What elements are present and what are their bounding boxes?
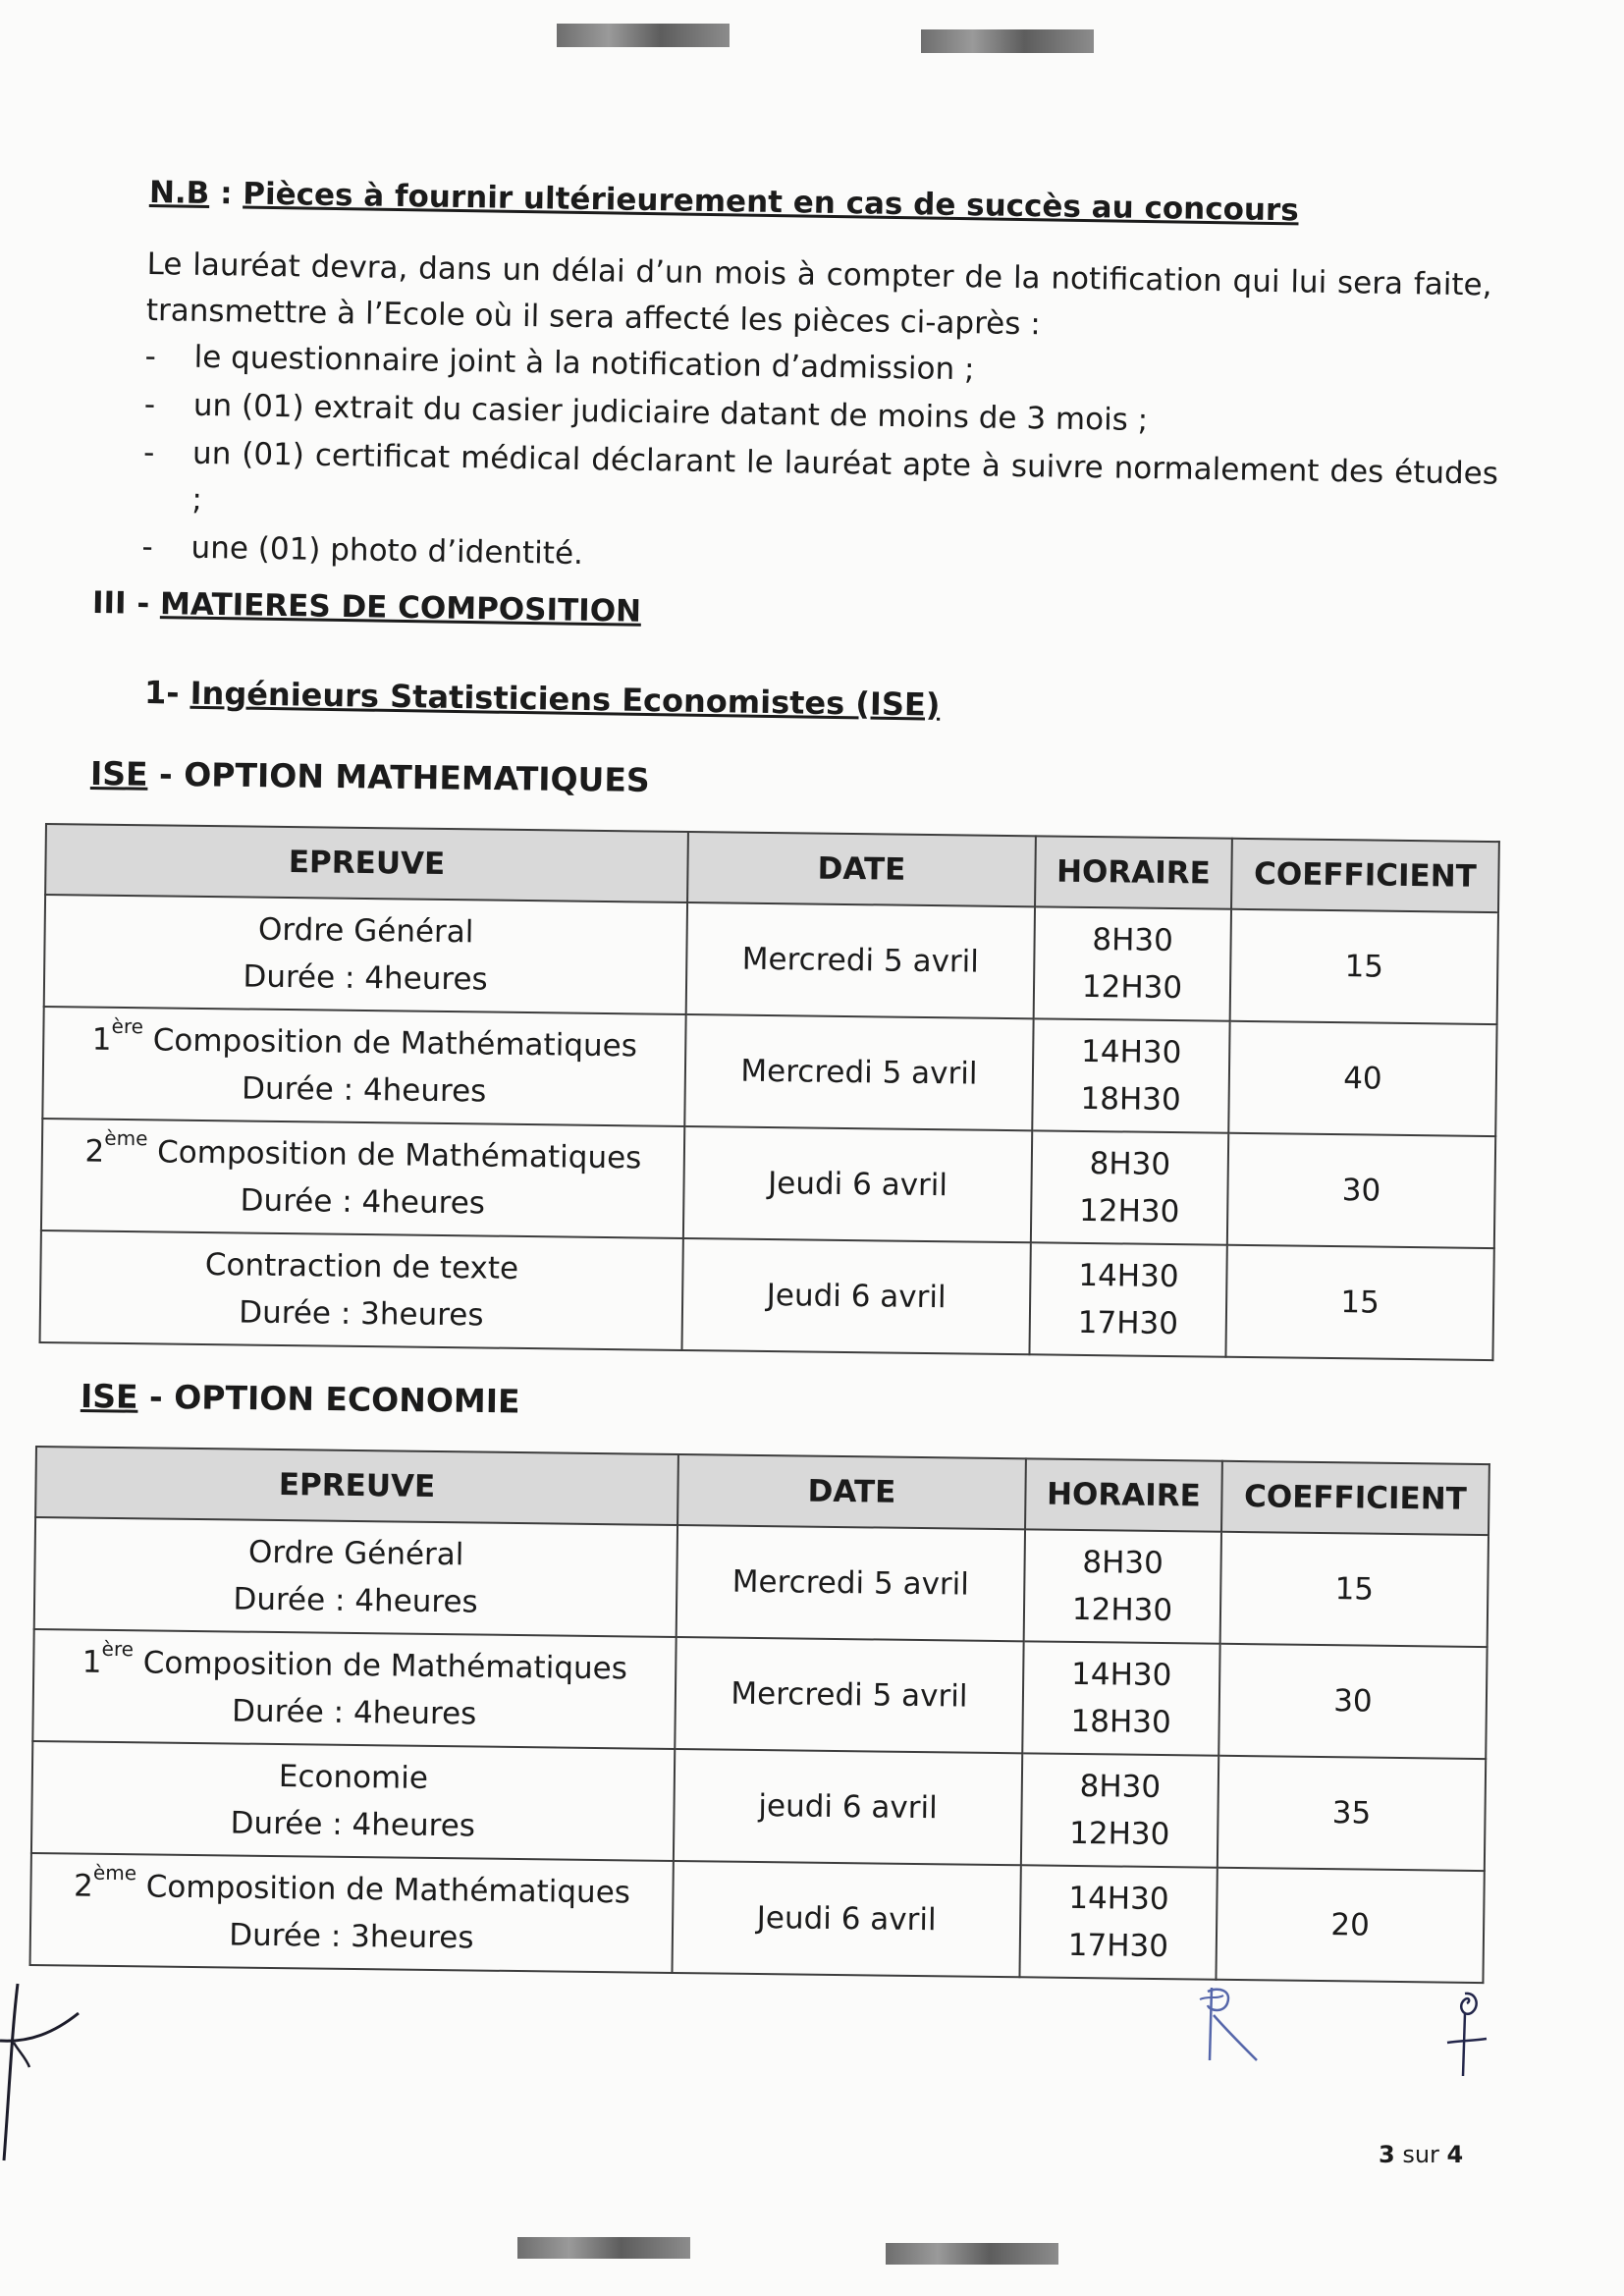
col-header-epreuve: EPREUVE xyxy=(45,824,688,902)
col-header-date: DATE xyxy=(677,1454,1026,1529)
nb-heading xyxy=(149,175,1299,228)
cell-coefficient: 30 xyxy=(1218,1644,1487,1759)
cell-date: Mercredi 5 avril xyxy=(675,1637,1023,1753)
scan-marker-bottom-left xyxy=(517,2237,690,2259)
col-header-coefficient: COEFFICIENT xyxy=(1231,839,1499,912)
list-item-text: une (01) photo d’identité. xyxy=(190,529,584,573)
subsection-title: Ingénieurs Statisticiens Economistes (ISE) xyxy=(189,674,941,724)
cell-date: Mercredi 5 avril xyxy=(686,902,1035,1018)
time-start: 8H30 xyxy=(1092,922,1174,959)
nb-label: N.B xyxy=(148,175,210,211)
scan-marker-top-left xyxy=(557,24,730,47)
signature-initials-right xyxy=(1435,1988,1494,2086)
epreuve-duration: Durée : 4heures xyxy=(243,958,488,998)
cell-horaire xyxy=(1022,1641,1219,1755)
scan-marker-bottom-right xyxy=(886,2243,1058,2265)
section-title: MATIERES DE COMPOSITION xyxy=(159,586,642,629)
subsection-heading xyxy=(144,674,941,724)
epreuve-name: 1ère Composition de Mathématiques xyxy=(91,1013,638,1065)
cell-coefficient: 40 xyxy=(1228,1021,1496,1136)
time-start: 14H30 xyxy=(1080,1033,1182,1071)
cell-horaire xyxy=(1019,1865,1217,1979)
signature-initials-middle xyxy=(1188,1982,1276,2080)
cell-horaire xyxy=(1032,1018,1229,1132)
epreuve-name: Contraction de texte xyxy=(204,1247,519,1286)
time-start: 14H30 xyxy=(1070,1656,1172,1694)
time-end: 12H30 xyxy=(1078,1192,1180,1230)
cell-coefficient: 15 xyxy=(1225,1245,1493,1360)
time-end: 17H30 xyxy=(1067,1927,1169,1965)
nb-paragraph: Le lauréat devra, dans un délai d’un mois à compter de la notification qui lui sera faite, transmettre à l’Ecole où il sera affecté les pièces ci-après : xyxy=(145,246,1492,343)
time-start: 8H30 xyxy=(1082,1545,1164,1582)
time-start: 14H30 xyxy=(1068,1880,1169,1918)
time-end: 18H30 xyxy=(1070,1703,1171,1741)
cell-horaire xyxy=(1031,1130,1228,1244)
cell-horaire xyxy=(1021,1753,1218,1867)
cell-epreuve xyxy=(31,1741,675,1861)
page-total: 4 xyxy=(1446,2141,1464,2168)
option-math-heading xyxy=(90,754,650,799)
eco-exam-table xyxy=(29,1446,1490,1984)
cell-coefficient: 20 xyxy=(1216,1868,1484,1983)
table-row xyxy=(34,1517,1489,1647)
cell-coefficient: 15 xyxy=(1230,909,1498,1024)
table-row xyxy=(44,895,1498,1024)
epreuve-duration: Durée : 4heures xyxy=(230,1805,476,1844)
time-end: 12H30 xyxy=(1068,1815,1170,1853)
scan-marker-top-right xyxy=(921,29,1094,53)
epreuve-duration: Durée : 4heures xyxy=(240,1182,486,1222)
cell-coefficient: 15 xyxy=(1220,1532,1489,1647)
cell-epreuve xyxy=(30,1853,674,1973)
section-number: III - xyxy=(91,585,161,623)
list-item-text: le questionnaire joint à la notification d’admission ; xyxy=(193,339,975,388)
list-item-text: un (01) extrait du casier judiciaire datant de moins de 3 mois ; xyxy=(192,387,1149,439)
cell-horaire xyxy=(1029,1242,1226,1356)
cell-coefficient: 30 xyxy=(1227,1133,1495,1248)
page-current: 3 xyxy=(1379,2141,1395,2168)
col-header-coefficient: COEFFICIENT xyxy=(1221,1461,1489,1535)
table-row xyxy=(31,1741,1486,1871)
epreuve-duration: Durée : 4heures xyxy=(233,1581,478,1620)
epreuve-duration: Durée : 3heures xyxy=(239,1294,484,1334)
list-item-text: un (01) certificat médical déclarant le lauréat apte à suivre normalement des études ; xyxy=(191,435,1499,518)
epreuve-name: 1ère Composition de Mathématiques xyxy=(81,1636,628,1687)
subsection-number: 1- xyxy=(143,674,190,712)
cell-date: Jeudi 6 avril xyxy=(672,1861,1020,1977)
cell-epreuve xyxy=(40,1230,683,1350)
list-item: - un (01) certificat médical déclarant le lauréat apte à suivre normalement des études ; xyxy=(142,430,1498,544)
page-separator: sur xyxy=(1394,2141,1447,2168)
table-row xyxy=(30,1853,1485,1983)
section-heading xyxy=(92,585,642,629)
math-exam-table xyxy=(39,823,1500,1361)
epreuve-duration: Durée : 4heures xyxy=(231,1693,477,1732)
time-end: 17H30 xyxy=(1077,1304,1179,1342)
list-item: - un (01) extrait du casier judiciaire datant de moins de 3 mois ; xyxy=(143,386,1149,439)
cell-horaire xyxy=(1024,1529,1221,1643)
nb-title: Pièces à fournir ultérieurement en cas de succès au concours xyxy=(243,176,1299,229)
epreuve-name: Ordre Général xyxy=(257,911,474,951)
cell-epreuve xyxy=(41,1119,684,1238)
cell-coefficient: 35 xyxy=(1218,1756,1486,1871)
list-item: - le questionnaire joint à la notification d’admission ; xyxy=(144,338,975,388)
option-title: - OPTION ECONOMIE xyxy=(137,1377,520,1421)
cell-date: Jeudi 6 avril xyxy=(683,1126,1032,1242)
cell-epreuve xyxy=(32,1629,676,1749)
ordinal-suffix: ère xyxy=(101,1636,135,1662)
cell-horaire xyxy=(1034,906,1231,1020)
option-eco-heading xyxy=(81,1377,520,1420)
epreuve-duration: Durée : 3heures xyxy=(229,1917,474,1956)
cell-date: Jeudi 6 avril xyxy=(681,1238,1030,1354)
table-row xyxy=(42,1007,1496,1136)
page-number xyxy=(1379,2141,1463,2168)
ordinal-suffix: ère xyxy=(111,1013,144,1039)
option-abbr: ISE xyxy=(89,754,148,793)
cell-epreuve xyxy=(34,1517,677,1637)
epreuve-name: 2ème Composition de Mathématiques xyxy=(84,1125,642,1176)
time-start: 14H30 xyxy=(1078,1257,1179,1295)
epreuve-name: Economie xyxy=(278,1759,429,1796)
time-end: 12H30 xyxy=(1081,968,1183,1007)
table-row xyxy=(40,1230,1494,1360)
time-end: 12H30 xyxy=(1071,1591,1173,1629)
table-row xyxy=(41,1119,1495,1248)
cell-date: jeudi 6 avril xyxy=(674,1749,1022,1865)
option-abbr: ISE xyxy=(80,1377,138,1416)
option-title: - OPTION MATHEMATIQUES xyxy=(147,754,650,799)
col-header-epreuve: EPREUVE xyxy=(35,1447,678,1525)
epreuve-name: 2ème Composition de Mathématiques xyxy=(73,1860,631,1911)
time-end: 18H30 xyxy=(1080,1080,1181,1119)
cell-epreuve xyxy=(42,1007,685,1126)
time-start: 8H30 xyxy=(1079,1769,1162,1806)
col-header-date: DATE xyxy=(687,832,1036,906)
epreuve-name: Ordre Général xyxy=(247,1534,464,1573)
list-item: - une (01) photo d’identité. xyxy=(141,528,584,573)
documents-list xyxy=(141,334,1500,594)
signature-left xyxy=(0,1974,118,2170)
cell-date: Mercredi 5 avril xyxy=(677,1525,1025,1641)
epreuve-duration: Durée : 4heures xyxy=(241,1070,487,1110)
col-header-horaire: HORAIRE xyxy=(1025,1458,1222,1531)
ordinal-suffix: ème xyxy=(92,1860,137,1886)
time-start: 8H30 xyxy=(1089,1146,1171,1183)
cell-epreuve xyxy=(44,895,687,1014)
table-row xyxy=(32,1629,1487,1759)
col-header-horaire: HORAIRE xyxy=(1035,836,1232,908)
cell-date: Mercredi 5 avril xyxy=(684,1014,1033,1130)
ordinal-suffix: ème xyxy=(104,1125,148,1151)
nb-separator: : xyxy=(209,175,244,212)
